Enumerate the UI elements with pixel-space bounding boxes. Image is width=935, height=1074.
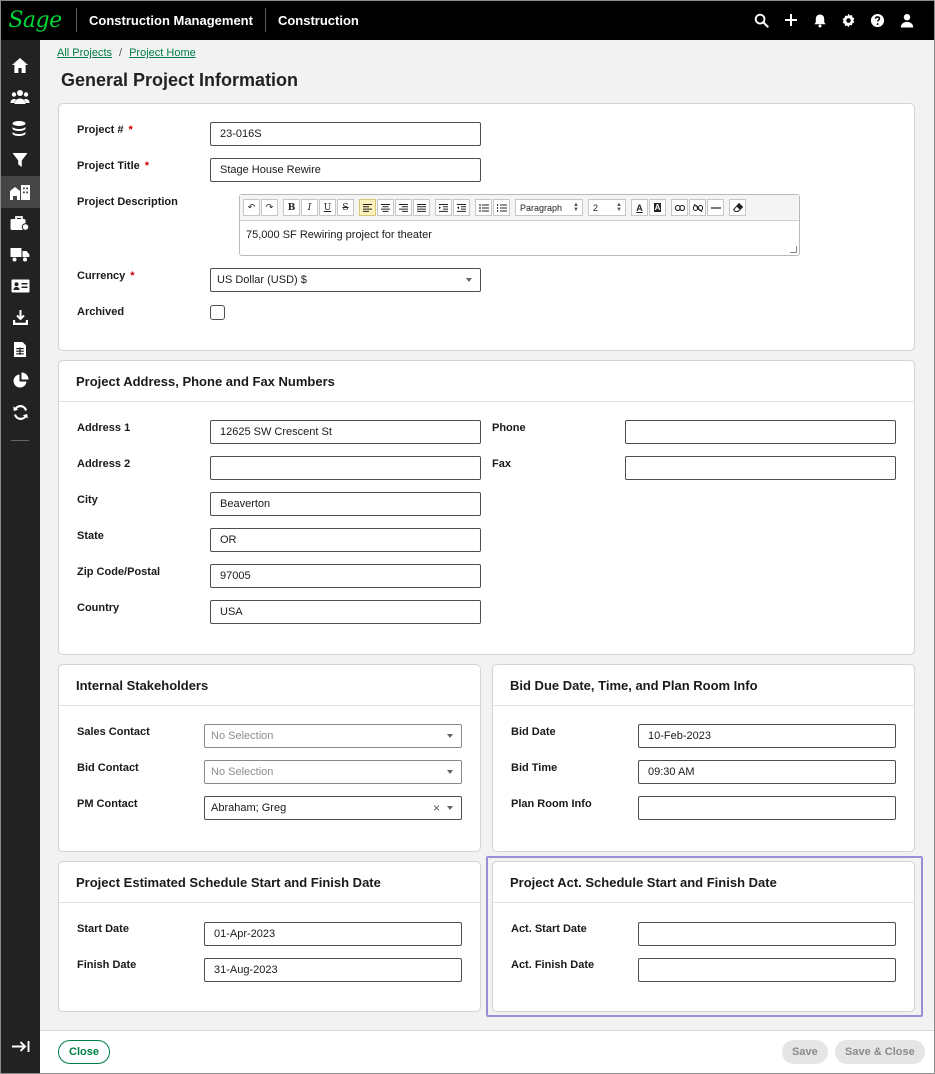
filter-icon[interactable] [0,145,40,177]
address2-input[interactable] [210,456,481,480]
sales-contact-label: Sales Contact [77,726,150,738]
bold-icon[interactable]: B [283,199,300,216]
act-finish-date-label: Act. Finish Date [511,959,595,971]
italic-icon[interactable]: I [301,199,318,216]
close-button[interactable]: Close [58,1040,110,1064]
coins-icon[interactable] [0,113,40,145]
product-name[interactable]: Construction Management [89,12,253,28]
act-start-date-input[interactable] [638,922,896,946]
required-marker: * [144,160,150,172]
required-marker: * [128,124,133,136]
address1-label: Address 1 [77,422,131,434]
truck-icon[interactable] [0,239,40,271]
collapse-arrow-icon[interactable] [0,1034,40,1058]
state-label: State [77,530,104,542]
archived-checkbox[interactable] [210,305,225,320]
required-marker: * [130,270,135,282]
breadcrumb-all-projects[interactable]: All Projects [57,47,113,59]
archived-label: Archived [77,306,125,318]
people-icon[interactable] [0,82,40,114]
clear-icon[interactable]: × [432,801,440,815]
plan-room-label: Plan Room Info [511,798,592,810]
paragraph-format-select[interactable]: Paragraph ▲ ▼ [515,199,583,216]
plus-icon[interactable] [782,12,799,29]
underline-icon[interactable]: U [319,199,336,216]
country-label: Country [77,602,120,614]
toolbox-icon[interactable] [0,208,40,240]
phone-label: Phone [492,422,526,434]
sidebar [0,40,40,1074]
est-schedule-card-title: Project Estimated Schedule Start and Finish Date [59,862,480,903]
topbar-divider [76,8,77,32]
plan-room-input[interactable] [638,796,896,820]
topbar-divider [265,8,266,32]
pie-chart-icon[interactable] [0,365,40,397]
description-editor [239,194,800,256]
chevron-down-icon [447,806,453,810]
bid-card-title: Bid Due Date, Time, and Plan Room Info [493,665,914,706]
start-date-label: Start Date [77,923,129,935]
align-center-icon[interactable] [377,199,394,216]
project-title-label: Project Title * [77,160,150,172]
top-bar [0,0,935,40]
pm-contact-label: PM Contact [77,798,138,810]
align-right-icon[interactable] [395,199,412,216]
zip-input[interactable]: 97005 [210,564,481,588]
link-icon[interactable] [671,199,688,216]
bid-time-label: Bid Time [511,762,558,774]
breadcrumb-project-home[interactable]: Project Home [129,47,196,59]
description-text[interactable]: 75,000 SF Rewiring project for theater [246,229,432,241]
home-icon[interactable] [0,50,40,82]
fax-input[interactable] [625,456,896,480]
sales-contact-select[interactable]: No Selection [204,724,462,748]
address-card [58,360,915,655]
breadcrumb [57,47,196,59]
bid-time-input[interactable]: 09:30 AM [638,760,896,784]
bullet-list-icon[interactable] [475,199,492,216]
user-icon[interactable] [898,12,915,29]
city-label: City [77,494,98,506]
highlight-color-icon[interactable]: A [649,199,666,216]
bid-contact-select[interactable]: No Selection [204,760,462,784]
align-justify-icon[interactable] [413,199,430,216]
main-content [40,40,934,1030]
search-icon[interactable] [753,12,770,29]
text-color-icon[interactable]: A [631,199,648,216]
bid-contact-label: Bid Contact [77,762,139,774]
unlink-icon[interactable] [689,199,706,216]
act-schedule-card [492,861,915,1012]
act-finish-date-input[interactable] [638,958,896,982]
finish-date-input[interactable]: 31-Aug-2023 [204,958,462,982]
address-card-title: Project Address, Phone and Fax Numbers [59,361,914,402]
bid-card [492,664,915,852]
chevron-down-icon [447,770,453,774]
pm-contact-select[interactable]: Abraham; Greg × [204,796,462,820]
fax-label: Fax [492,458,511,470]
help-icon[interactable] [869,12,886,29]
est-schedule-card [58,861,481,1012]
zip-label: Zip Code/Postal [77,566,161,578]
indent-icon[interactable] [435,199,452,216]
bid-date-input[interactable]: 10-Feb-2023 [638,724,896,748]
address2-label: Address 2 [77,458,131,470]
act-start-date-label: Act. Start Date [511,923,587,935]
sage-logo[interactable]: Sage [8,7,62,33]
outdent-icon[interactable] [453,199,470,216]
save-button[interactable]: Save [782,1040,828,1064]
phone-input[interactable] [625,420,896,444]
numbered-list-icon[interactable] [493,199,510,216]
editor-toolbar [240,195,799,221]
resize-handle-icon[interactable] [790,246,797,253]
project-title-input[interactable]: Stage House Rewire [210,158,481,182]
font-size-select[interactable]: 2 ▲ ▼ [588,199,626,216]
chevron-down-icon [447,734,453,738]
bid-date-label: Bid Date [511,726,556,738]
start-date-input[interactable]: 01-Apr-2023 [204,922,462,946]
stakeholders-card-title: Internal Stakeholders [59,665,480,706]
bell-icon[interactable] [811,12,828,29]
currency-select[interactable]: US Dollar (USD) $ [210,268,481,292]
page-title: General Project Information [61,70,299,90]
project-description-label: Project Description [77,196,178,208]
sidebar-divider [11,440,29,441]
project-number-label: Project # * [77,124,133,136]
horizontal-rule-icon[interactable] [707,199,724,216]
address1-input[interactable]: 12625 SW Crescent St [210,420,481,444]
chevron-down-icon [466,278,472,282]
strikethrough-icon[interactable]: S [337,199,354,216]
gear-icon[interactable] [840,12,857,29]
save-close-button[interactable]: Save & Close [835,1040,925,1064]
spreadsheet-icon[interactable] [0,334,40,366]
currency-label: Currency * [77,270,135,282]
country-input[interactable]: USA [210,600,481,624]
state-input[interactable]: OR [210,528,481,552]
project-building-icon[interactable] [0,176,40,208]
act-schedule-card-title: Project Act. Schedule Start and Finish Date [493,862,914,903]
align-left-icon[interactable] [359,199,376,216]
stakeholders-card [58,664,481,852]
contact-card-icon[interactable] [0,271,40,303]
sync-icon[interactable] [0,397,40,429]
general-info-card [58,103,915,351]
context-name[interactable]: Construction [277,12,359,28]
city-input[interactable]: Beaverton [210,492,481,516]
eraser-icon[interactable] [729,199,746,216]
project-number-input[interactable]: 23-016S [210,122,481,146]
redo-icon[interactable]: ↷ [261,199,278,216]
download-icon[interactable] [0,302,40,334]
undo-icon[interactable]: ↶ [243,199,260,216]
finish-date-label: Finish Date [77,959,137,971]
breadcrumb-separator: / [119,47,123,59]
footer-bar [40,1030,934,1073]
